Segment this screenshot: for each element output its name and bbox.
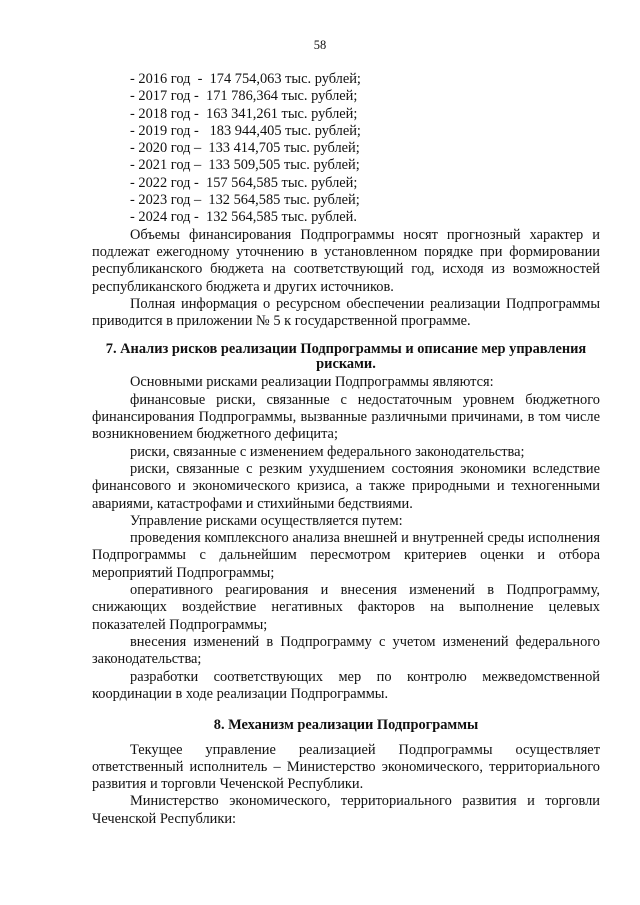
section-heading: 7. Анализ рисков реализации Подпрограммы и описание мер управления рисками. — [105, 341, 587, 372]
funding-year-item: - 2018 год - 163 341,261 тыс. рублей; — [130, 105, 358, 122]
funding-year-item: - 2019 год - 183 944,405 тыс. рублей; — [130, 122, 361, 139]
funding-year-item: - 2022 год - 157 564,585 тыс. рублей; — [130, 174, 358, 191]
page-number: 58 — [313, 38, 327, 52]
body-paragraph: риски, связанные с резким ухудшением состояния экономики вследствие финансового и экономического кризиса, а также природными и техногенными авариями, катастрофами и стихийными бедствиями. — [92, 460, 600, 512]
body-paragraph: Основными рисками реализации Подпрограммы являются: — [130, 374, 494, 391]
body-paragraph: проведения комплексного анализа внешней и внутренней среды исполнения Подпрограммы с дальнейшим пересмотром критериев оценки и отбора мероприятий Подпрограммы; — [92, 530, 600, 581]
body-paragraph: Министерство экономического, территориального развития и торговли Чеченской Республики: — [92, 793, 600, 827]
funding-year-item: - 2016 год - 174 754,063 тыс. рублей; — [130, 71, 361, 87]
funding-year-item: - 2017 год - 171 786,364 тыс. рублей; — [130, 88, 358, 105]
funding-year-item: - 2024 год - 132 564,585 тыс. рублей. — [130, 209, 357, 226]
body-paragraph: финансовые риски, связанные с недостаточным уровнем бюджетного финансирования Подпрограммы, вызванные различными причинами, в том числе возникновением бюджетного дефицита; — [92, 391, 600, 443]
body-paragraph: Полная информация о ресурсном обеспечении реализации Подпрограммы приводится в приложении № 5 к государственной программе. — [92, 295, 600, 330]
body-paragraph: Текущее управление реализацией Подпрограммы осуществляет ответственный исполнитель – Министерство экономического, территориального развития и торговли Чеченской Республики. — [92, 741, 600, 793]
section-heading: 8. Механизм реализации Подпрограммы — [213, 717, 479, 734]
funding-year-item: - 2023 год – 132 564,585 тыс. рублей; — [130, 192, 360, 209]
body-paragraph: риски, связанные с изменением федерального законодательства; — [130, 443, 525, 460]
funding-list — [92, 71, 600, 227]
body-paragraph: внесения изменений в Подпрограмму с учетом изменений федерального законодательства; — [92, 633, 600, 668]
body-paragraph: Объемы финансирования Подпрограммы носят прогнозный характер и подлежат ежегодному уточнению в установленном порядке при формировании республиканского бюджета на соответствующий год, исходя из возможностей республиканского бюджета и других источников. — [92, 226, 600, 295]
funding-year-item: - 2020 год – 133 414,705 тыс. рублей; — [130, 140, 360, 157]
funding-year-item: - 2021 год – 133 509,505 тыс. рублей; — [130, 157, 360, 174]
body-paragraph: оперативного реагирования и внесения изменений в Подпрограмму, снижающих воздействие негативных факторов на выполнение целевых показателей Подпрограммы; — [92, 582, 600, 633]
document-body — [92, 71, 600, 828]
body-paragraph: Управление рисками осуществляется путем: — [130, 512, 403, 529]
body-paragraph: разработки соответствующих мер по контролю межведомственной координации в ходе реализации Подпрограммы. — [92, 668, 600, 702]
